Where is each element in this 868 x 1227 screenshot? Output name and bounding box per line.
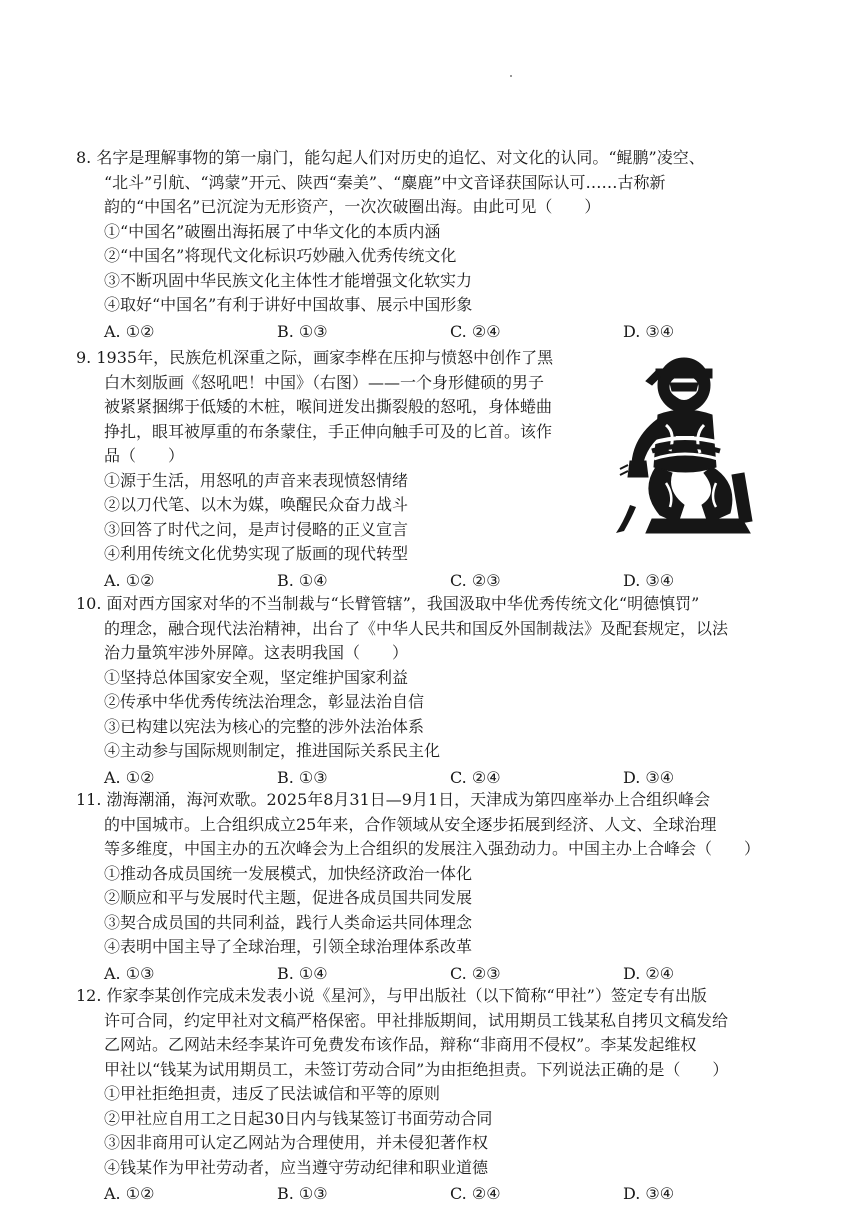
stem-line: 12. 作家李某创作完成未发表小说《星河》，与甲出版社（以下简称“甲社”）签定专有出版 — [76, 986, 707, 1005]
answer-a: A. ①② — [104, 321, 155, 341]
answer-a: A. ①② — [104, 1184, 155, 1203]
answer-choices — [76, 766, 796, 791]
option-3: ③契合成员国的共同利益，践行人类命运共同体理念 — [104, 912, 473, 932]
stem-line: 的中国城市。上合组织成立25年来，合作领域从安全逐步拓展到经济、人文、全球治理 — [104, 814, 717, 834]
stem-line: 许可合同，约定甲社对文稿严格保密。甲社排版期间，试用期员工钱某私自拷贝文稿发给 — [104, 1010, 729, 1030]
woodcut-figure — [620, 358, 752, 533]
answer-c: C. ②④ — [450, 767, 501, 787]
answer-choices — [76, 569, 796, 594]
option-4: ④表明中国主导了全球治理，引领全球治理体系改革 — [104, 937, 473, 956]
stem-line: 的理念，融合现代法治精神，出台了《中华人民共和国反外国制裁法》及配套规定，以法 — [104, 618, 729, 638]
option-1: ①坚持总体国家安全观，坚定维护国家利益 — [104, 667, 409, 687]
option-2: ②“中国名”将现代文化标识巧妙融入优秀传统文化 — [104, 246, 457, 265]
option-3: ③不断巩固中华民族文化主体性才能增强文化软实力 — [104, 270, 473, 290]
option-4: ④取好“中国名”有利于讲好中国故事、展示中国形象 — [104, 295, 473, 314]
answer-choices — [76, 1182, 796, 1207]
option-2: ②以刀代笔、以木为媒，唤醒民众奋力战斗 — [104, 495, 409, 514]
option-2: ②甲社应自用工之日起30日内与钱某签订书面劳动合同 — [104, 1108, 493, 1128]
option-2: ②传承中华优秀传统法治理念，彰显法治自信 — [104, 692, 425, 711]
stem-line: 治力量筑牢涉外屏障。这表明我国（ ） — [104, 643, 409, 662]
option-3: ③已构建以宪法为核心的完整的涉外法治体系 — [104, 716, 425, 736]
answer-c: C. ②④ — [450, 1184, 501, 1203]
answer-choices — [76, 962, 796, 987]
question-stem — [76, 592, 796, 666]
answer-choices — [76, 320, 796, 345]
answer-d: D. ③④ — [623, 570, 675, 590]
stem-line: 韵的“中国名”已沉淀为无形资产，一次次破圈出海。由此可见（ ） — [104, 197, 601, 216]
answer-b: B. ①④ — [277, 570, 328, 590]
answer-a: A. ①② — [104, 570, 155, 590]
stem-line: 11. 渤海潮涌，海河欢歌。2025年8月31日—9月1日，天津成为第四座举办上合组织峰会 — [76, 790, 711, 809]
answer-d: D. ③④ — [623, 321, 675, 341]
stem-line: 8. 名字是理解事物的第一扇门，能勾起人们对历史的追忆、对文化的认同。“鲲鹏”凌空、 — [76, 148, 705, 167]
option-3: ③回答了时代之问，是声讨侵略的正义宣言 — [104, 519, 409, 539]
option-1: ①甲社拒绝担责，违反了民法诚信和平等的原则 — [104, 1084, 441, 1103]
option-1: ①“中国名”破圈出海拓展了中华文化的本质内涵 — [104, 221, 441, 241]
answer-d: D. ③④ — [623, 767, 675, 787]
dagger-icon — [616, 505, 636, 533]
question-stem — [76, 146, 796, 220]
stem-line: 10. 面对西方国家对华的不当制裁与“长臂管辖”，我国汲取中华优秀传统文化“明德慎罚” — [76, 594, 700, 613]
woodcut-illustration — [612, 355, 762, 540]
answer-b: B. ①③ — [277, 321, 328, 341]
answer-b: B. ①③ — [277, 1184, 328, 1203]
answer-d: D. ③④ — [623, 1184, 675, 1203]
answer-d: D. ②④ — [623, 963, 675, 983]
stem-line: 等多维度，中国主办的五次峰会为上合组织的发展注入强劲动力。中国主办上合峰会（ ） — [104, 839, 761, 858]
answer-c: C. ②③ — [450, 963, 501, 983]
stem-line: 9. 1935年，民族危机深重之际，画家李桦在压抑与愤怒中创作了黑 — [76, 348, 554, 367]
question-stem — [76, 984, 796, 1082]
question-stem — [76, 788, 796, 862]
question-11 — [76, 788, 796, 986]
answer-b: B. ①③ — [277, 767, 328, 787]
stem-line: “北斗”引航、“鸿蒙”开元、陕西“秦美”、“麋鹿”中文音译获国际认可……古称新 — [104, 172, 666, 192]
question-8 — [76, 146, 796, 344]
option-4: ④钱某作为甲社劳动者，应当遵守劳动纪律和职业道德 — [104, 1157, 489, 1177]
stem-line: 品（ ） — [104, 446, 185, 465]
option-4: ④利用传统文化优势实现了版画的现代转型 — [104, 544, 409, 563]
option-2: ②顺应和平与发展时代主题，促进各成员国共同发展 — [104, 888, 473, 907]
option-4: ④主动参与国际规则制定，推进国际关系民主化 — [104, 741, 441, 760]
answer-a: A. ①③ — [104, 963, 155, 983]
stem-line: 挣扎，眼耳被厚重的布条蒙住，手正伸向触手可及的匕首。该作 — [104, 421, 553, 441]
answer-b: B. ①④ — [277, 963, 328, 983]
stem-line: 甲社以“钱某为试用期员工，未签订劳动合同”为由拒绝担责。下列说法正确的是（ ） — [104, 1059, 729, 1079]
answer-a: A. ①② — [104, 767, 155, 787]
answer-c: C. ②④ — [450, 321, 501, 341]
question-12 — [76, 984, 796, 1207]
scan-speck — [510, 75, 512, 77]
option-1: ①推动各成员国统一发展模式，加快经济政治一体化 — [104, 863, 473, 883]
answer-c: C. ②③ — [450, 570, 501, 590]
stem-line: 被紧紧捆绑于低矮的木桩，喉间迸发出撕裂般的怒吼，身体蜷曲 — [104, 397, 553, 416]
stem-line: 白木刻版画《怒吼吧！中国》（右图）——一个身形健硕的男子 — [104, 372, 545, 392]
option-1: ①源于生活，用怒吼的声音来表现愤怒情绪 — [104, 470, 409, 490]
question-10 — [76, 592, 796, 790]
option-3: ③因非商用可认定乙网站为合理使用，并未侵犯著作权 — [104, 1133, 489, 1152]
stem-line: 乙网站。乙网站未经李某许可免费发布该作品，辩称“非商用不侵权”。李某发起维权 — [104, 1035, 697, 1054]
